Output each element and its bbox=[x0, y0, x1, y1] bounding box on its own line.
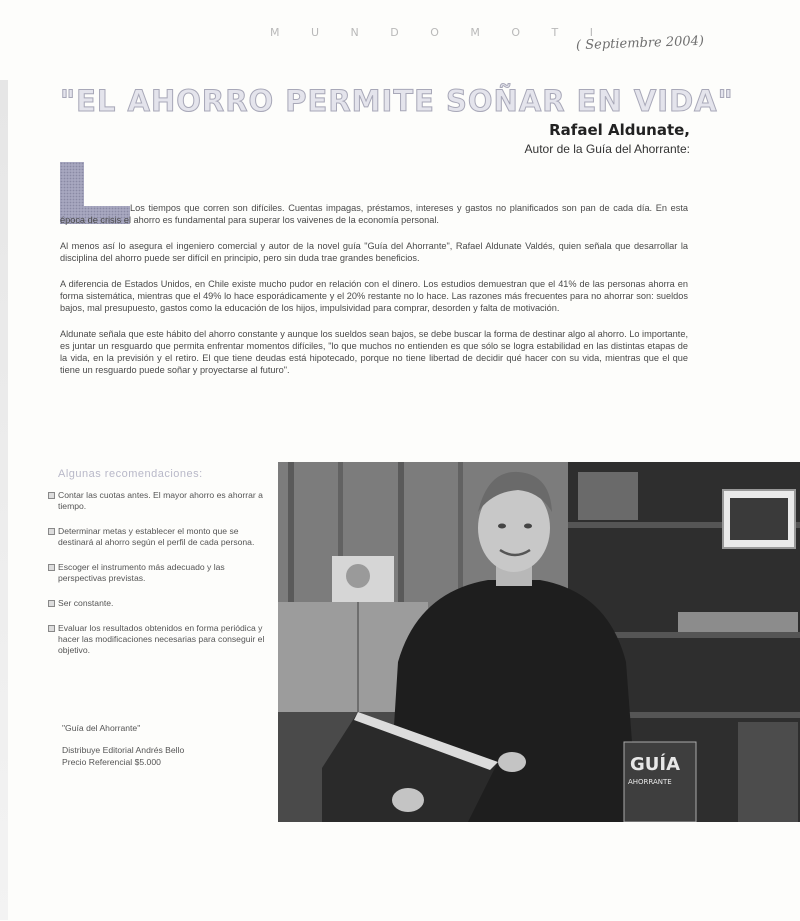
book-price: Precio Referencial $5.000 bbox=[62, 757, 161, 767]
tip-text: Evaluar los resultados obtenidos en forma periódica y hacer las modificaciones necesarias para conseguir el objetivo. bbox=[58, 623, 265, 655]
tip-text: Determinar metas y establecer el monto que se destinará al ahorro según el perfil de cada persona. bbox=[58, 526, 255, 547]
article-paragraph: Al menos así lo asegura el ingeniero comercial y autor de la novel guía "Guía del Ahorrante", Rafael Aldunate Valdés, quien señala que desarrollar la disciplina del ahorro puede ser difícil en principio, pero sin duda trae grandes beneficios. bbox=[60, 241, 688, 263]
tip-item bbox=[48, 490, 270, 512]
article-paragraph: Aldunate señala que este hábito del ahorro constante y aunque los sueldos sean bajos, se debe buscar la forma de destinar algo al ahorro. Lo importante, es juntar un resguardo que permita enfrentar momentos difíciles, "lo que muchos no entienden es que sólo se logra estabilidad en las distintas etapas de la vida, en la previsión y el retiro. El que tiene deudas está hipotecado, porque no tiene libertad de decidir qué hacer con su vida, mientras que el que tiene un resguardo puede soñar y proyectarse al futuro". bbox=[60, 329, 688, 375]
article-paragraph: Los tiempos que corren son difíciles. Cuentas impagas, préstamos, intereses y gastos no planificados son pan de cada día. En esta época de crisis el ahorro es fundamental para superar los vaivenes de la economía personal. bbox=[60, 203, 688, 225]
tips-heading: Algunas recomendaciones: bbox=[58, 468, 203, 480]
book-cover-subtext: AHORRANTE bbox=[628, 778, 672, 786]
page-edge-strip bbox=[0, 80, 8, 920]
tip-item bbox=[48, 623, 270, 656]
square-bullet-icon bbox=[48, 600, 55, 607]
book-cover-text: GUÍA bbox=[630, 754, 681, 775]
tip-item bbox=[48, 598, 270, 609]
tip-text: Ser constante. bbox=[58, 598, 114, 608]
author-name: Rafael Aldunate, bbox=[549, 121, 690, 139]
square-bullet-icon bbox=[48, 528, 55, 535]
tip-item bbox=[48, 526, 270, 548]
author-role: Autor de la Guía del Ahorrante: bbox=[524, 142, 690, 156]
tips-list bbox=[48, 490, 270, 670]
article-body bbox=[60, 202, 688, 390]
tip-text: Escoger el instrumento más adecuado y las perspectivas previstas. bbox=[58, 562, 225, 583]
tip-item bbox=[48, 562, 270, 584]
square-bullet-icon bbox=[48, 492, 55, 499]
square-bullet-icon bbox=[48, 625, 55, 632]
handwritten-date-note: ( Septiembre 2004) bbox=[575, 33, 705, 54]
tip-text: Contar las cuotas antes. El mayor ahorro es ahorrar a tiempo. bbox=[58, 490, 263, 511]
article-paragraph: A diferencia de Estados Unidos, en Chile existe mucho pudor en relación con el dinero. Los estudios demuestran que el 41% de las personas ahorra en forma sistemática, mientras que el 49% lo hace esporádicamente y el 20% restante no lo hace. Las razones más frecuentes para no ahorrar son: sueldos bajos, mal presupuesto, gastos como la educación de los hijos, impulsividad para comprar, desorden y falta de motivación. bbox=[60, 279, 688, 313]
author-photo-illustration bbox=[278, 462, 800, 822]
author-photo bbox=[278, 462, 800, 822]
section-header-mark: M U N D O M O T I bbox=[270, 26, 607, 39]
article-title: "EL AHORRO PERMITE SOÑAR EN VIDA" bbox=[60, 84, 734, 118]
book-title: "Guía del Ahorrante" bbox=[62, 723, 141, 733]
square-bullet-icon bbox=[48, 564, 55, 571]
book-publisher: Distribuye Editorial Andrés Bello bbox=[62, 745, 185, 755]
book-info bbox=[62, 722, 184, 768]
